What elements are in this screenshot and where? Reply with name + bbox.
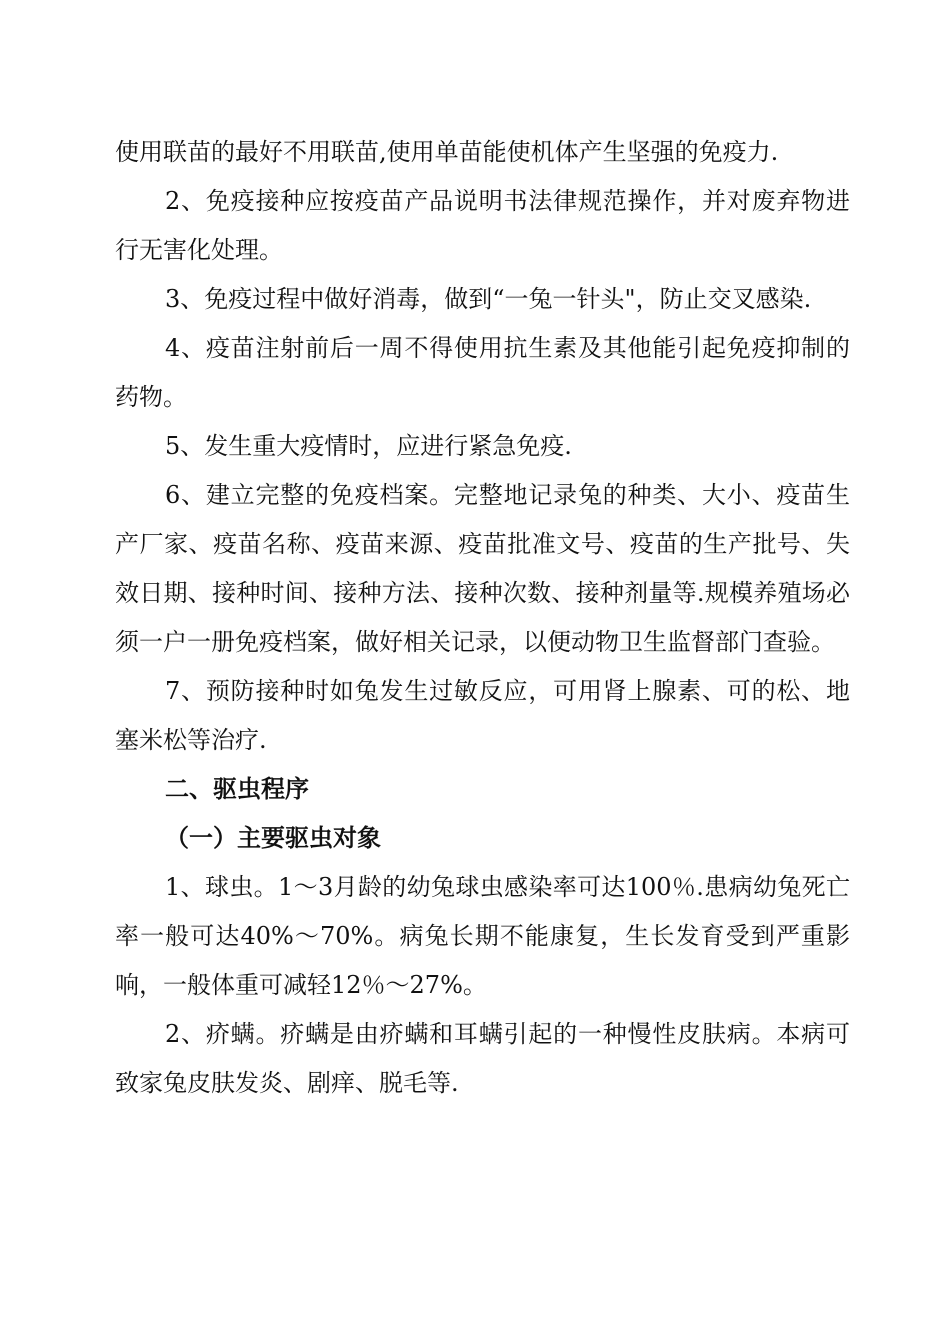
paragraph-mites: 2、疥螨。疥螨是由疥螨和耳螨引起的一种慢性皮肤病。本病可致家兔皮肤发炎、剧痒、脱毛等. [115,1020,850,1097]
paragraph-item-3: 3、免疫过程中做好消毒，做到“一兔一针头"，防止交叉感染. [165,285,812,313]
paragraph-item-5: 5、发生重大疫情时，应进行紧急免疫. [165,432,572,460]
paragraph-item-6: 6、建立完整的免疫档案。完整地记录兔的种类、大小、疫苗生产厂家、疫苗名称、疫苗来源、疫苗批准文号、疫苗的生产批号、失效日期、接种时间、接种方法、接种次数、接种剂量等.规模养殖场必须一户一册免疫档案，做好相关记录，以便动物卫生监督部门查验。 [115,481,850,656]
paragraph-item-4: 4、疫苗注射前后一周不得使用抗生素及其他能引起免疫抑制的药物。 [115,334,850,411]
document-body [115,128,850,1108]
paragraph-item-2: 2、免疫接种应按疫苗产品说明书法律规范操作，并对废弃物进行无害化处理。 [115,187,850,264]
paragraph-coccidia: 1、球虫。1～3月龄的幼兔球虫感染率可达100％.患病幼兔死亡率一般可达40%～70%。病兔长期不能康复，生长发育受到严重影响，一般体重可减轻12％～27%。 [115,873,850,999]
paragraph-continuation: 使用联苗的最好不用联苗,使用单苗能使机体产生坚强的免疫力. [115,138,779,166]
paragraph-item-7: 7、预防接种时如兔发生过敏反应，可用肾上腺素、可的松、地塞米松等治疗. [115,677,850,754]
section-heading: 二、驱虫程序 [165,775,309,803]
subsection-heading: （一）主要驱虫对象 [165,824,381,852]
